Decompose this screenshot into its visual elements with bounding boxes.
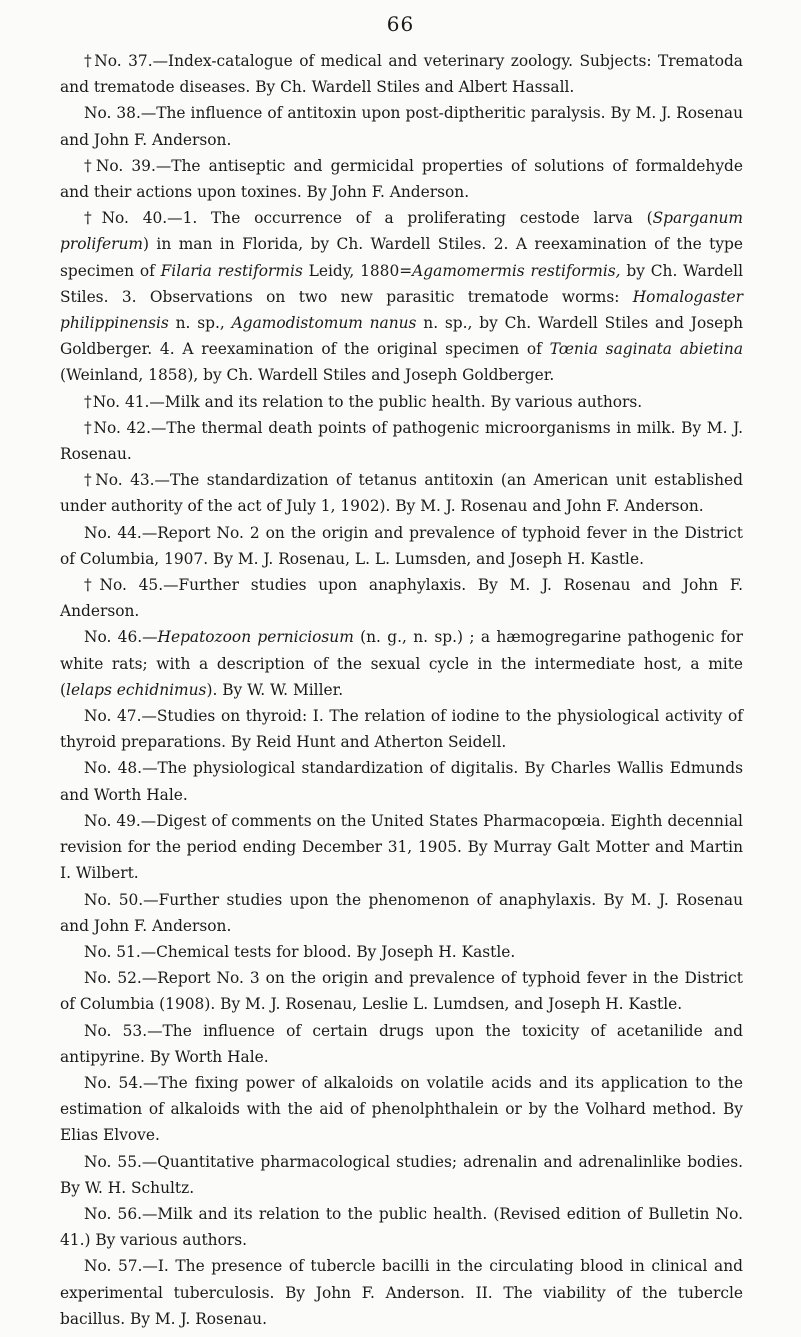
bulletin-text: Chemical tests for blood. By Joseph H. Kastle. [156, 942, 516, 961]
bulletin-number: No. 56.— [84, 1204, 158, 1223]
taxon-name: Homalogaster philippinensis [60, 287, 743, 333]
bulletin-text: The standardization of tetanus antitoxin (an American unit established under authority of the act of July 1, 1902). By M. J. Rosenau and John F. Anderson. [60, 471, 743, 516]
bulletin-text: The fixing power of alkaloids on volatile acids and its application to the estimation of alkaloids with the aid of phenolphthalein or by the Volhard method. By Elias Elvove. [60, 1073, 743, 1145]
taxon-name: Agamodistomum nanus [231, 314, 417, 333]
bulletin-entry [60, 1018, 743, 1070]
bulletin-text: Leidy, 1880= [302, 261, 413, 280]
bulletin-entry [60, 1070, 743, 1149]
bulletin-text: Further studies upon the phenomenon of anaphylaxis. By M. J. Rosenau and John F. Anderson. [60, 890, 743, 935]
bulletin-entry [60, 1149, 743, 1201]
bulletin-text: Further studies upon anaphylaxis. By M. J. Rosenau and John F. Anderson. [60, 576, 743, 621]
bulletin-text: The physiological standardization of digitalis. By Charles Wallis Edmunds and Worth Hale. [60, 759, 743, 804]
bulletin-text: (n. g., n. sp.) ; a hæmogregarine pathogenic for white rats; with a description of the sexual cycle in the intermediate host, a mite ( [60, 628, 743, 699]
bulletin-list [60, 48, 743, 1332]
bulletin-text: Studies on thyroid: I. The relation of iodine to the physiological activity of thyroid preparations. By Reid Hunt and Atherton Seidell. [60, 707, 743, 752]
bulletin-text: I. The presence of tubercle bacilli in the circulating blood in clinical and experimental tuberculosis. By John F. Anderson. II. The viability of the tubercle bacillus. By M. J. Rosenau. [60, 1257, 743, 1328]
bulletin-number: No. 49.— [84, 811, 157, 830]
bulletin-text: The thermal death points of pathogenic microorganisms in milk. By M. J. Rosenau. [60, 418, 743, 464]
bulletin-entry [60, 939, 743, 965]
bulletin-entry [60, 1201, 743, 1253]
bulletin-number: No. 38.— [84, 104, 157, 123]
bulletin-text: Index-catalogue of medical and veterinary zoology. Subjects: Trematoda and trematode diseases. By Ch. Wardell Stiles and Albert Hassall. [60, 52, 743, 97]
bulletin-text: n. sp., by Ch. Wardell Stiles and Joseph Goldberger. 4. A reexamination of the original specimen of [60, 314, 743, 359]
bulletin-number: No. 41.— [92, 392, 165, 411]
dagger-mark: † [84, 471, 95, 490]
bulletin-text: (Weinland, 1858), by Ch. Wardell Stiles and Joseph Goldberger. [60, 366, 555, 385]
bulletin-entry [60, 205, 743, 388]
bulletin-text: Report No. 2 on the origin and prevalence of typhoid fever in the District of Columbia, 1907. By M. J. Rosenau, L. L. Lumsden, and Joseph H. Kastle. [60, 523, 743, 568]
bulletin-entry [60, 624, 743, 703]
taxon-name: Tœnia saginata abietina [549, 340, 743, 359]
bulletin-number: No. 52.— [84, 969, 158, 988]
taxon-name: Hepatozoon perniciosum [157, 628, 354, 647]
bulletin-number: No. 39.— [95, 156, 172, 175]
bulletin-entry [60, 153, 743, 205]
bulletin-number: No. 45.— [99, 576, 179, 595]
bulletin-text: The antiseptic and germicidal properties of solutions of formaldehyde and their actions upon toxines. By John F. Anderson. [60, 156, 743, 202]
bulletin-text: Digest of comments on the United States Pharmacopœia. Eighth decennial revision for the period ending December 31, 1905. By Murray Galt Motter and Martin I. Wilbert. [60, 811, 743, 883]
bulletin-entry [60, 1253, 743, 1332]
bulletin-number: No. 54.— [84, 1073, 159, 1092]
bulletin-entry [60, 467, 743, 519]
bulletin-entry [60, 703, 743, 755]
bulletin-number: No. 46.— [84, 628, 158, 647]
bulletin-number: No. 44.— [84, 523, 158, 542]
bulletin-number: No. 50.— [84, 890, 159, 909]
bulletin-entry [60, 808, 743, 887]
bulletin-number: No. 57.— [84, 1257, 158, 1276]
taxon-name: Sparganum proliferum [60, 209, 743, 254]
bulletin-entry [60, 520, 743, 572]
bulletin-entry [60, 887, 743, 939]
bulletin-text: Milk and its relation to the public health. (Revised edition of Bulletin No. 41.) By various authors. [60, 1204, 743, 1250]
bulletin-text: The influence of antitoxin upon post-diptheritic paralysis. By M. J. Rosenau and John F. Anderson. [60, 104, 743, 149]
bulletin-text: ). By W. W. Miller. [206, 680, 344, 699]
dagger-mark: † [84, 209, 101, 228]
taxon-name: Agamomermis restiformis, [412, 261, 621, 280]
bulletin-text: Milk and its relation to the public health. By various authors. [164, 392, 643, 411]
bulletin-entry [60, 389, 743, 415]
bulletin-text: Report No. 3 on the origin and prevalence of typhoid fever in the District of Columbia (1908). By M. J. Rosenau, Leslie L. Lumdsen, and Joseph H. Kastle. [60, 969, 743, 1014]
bulletin-text: The influence of certain drugs upon the toxicity of acetanilide and antipyrine. By Worth Hale. [60, 1021, 743, 1066]
bulletin-entry [60, 755, 743, 807]
bulletin-number: No. 51.— [84, 942, 157, 961]
bulletin-text: ) in man in Florida, by Ch. Wardell Stiles. 2. A reexamination of the type specimen of [60, 235, 743, 280]
bulletin-number: No. 37.— [94, 52, 168, 70]
bulletin-entry [60, 415, 743, 467]
taxon-name: lelaps echidnimus [66, 680, 207, 699]
bulletin-text: n. sp., [168, 314, 232, 333]
dagger-mark: † [84, 392, 92, 411]
bulletin-number: No. 47.— [84, 707, 157, 726]
bulletin-text: 1. The occurrence of a proliferating cestode larva ( [182, 209, 653, 228]
page-number: 66 [386, 12, 415, 36]
bulletin-number: No. 40.— [101, 209, 183, 228]
dagger-mark: † [84, 418, 93, 437]
bulletin-entry [60, 572, 743, 624]
bulletin-number: No. 48.— [84, 759, 158, 778]
bulletin-number: No. 53.— [84, 1021, 163, 1040]
dagger-mark: † [84, 576, 99, 595]
bulletin-number: No. 42.— [93, 418, 167, 437]
bulletin-entry [60, 100, 743, 152]
bulletin-text: by Ch. Wardell Stiles. 3. Observations on two new parasitic trematode worms: [60, 261, 743, 306]
bulletin-entry [60, 965, 743, 1017]
dagger-mark: † [84, 52, 94, 70]
bulletin-number: No. 55.— [84, 1152, 158, 1171]
dagger-mark: † [84, 156, 95, 175]
bulletin-entry [60, 48, 743, 100]
bulletin-text: Quantitative pharmacological studies; adrenalin and adrenalinlike bodies. By W. H. Schultz. [60, 1152, 743, 1197]
bulletin-number: No. 43.— [95, 471, 170, 490]
taxon-name: Filaria restiformis [160, 261, 303, 280]
